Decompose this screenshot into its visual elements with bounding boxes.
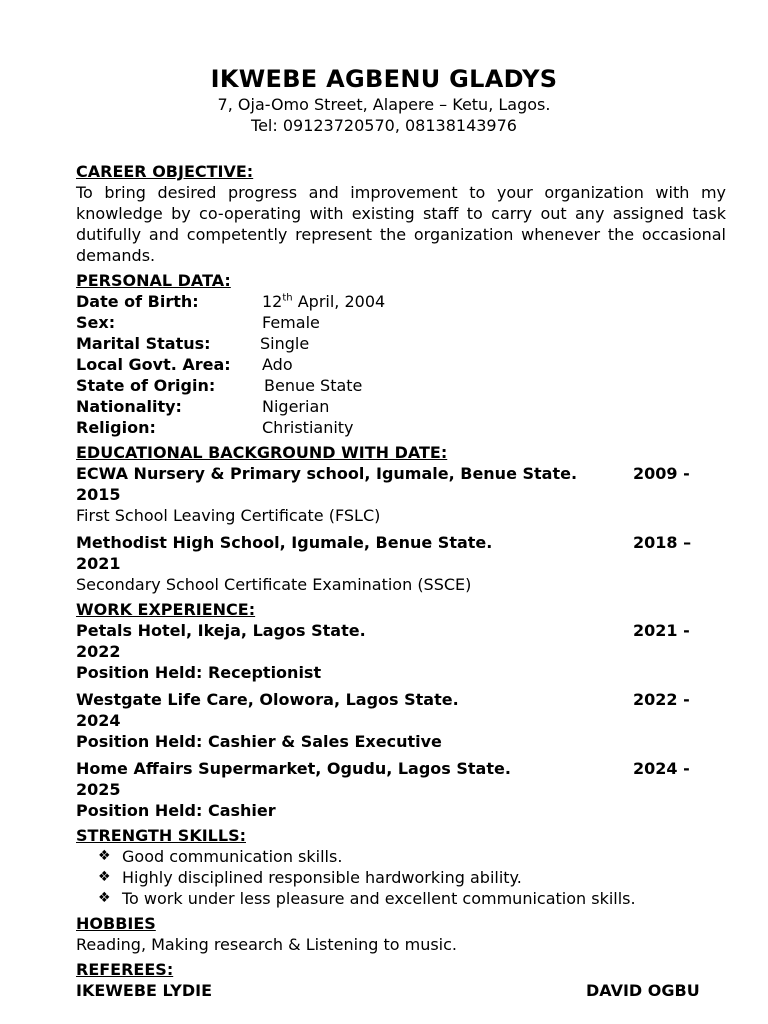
personal-row-dob [76, 291, 726, 312]
work-position: Position Held: Cashier [76, 801, 276, 820]
education-certificate: First School Leaving Certificate (FSLC) [76, 506, 381, 525]
dob-day: 12 [262, 292, 283, 311]
skills-list [76, 846, 726, 909]
diamond-bullet-icon: ❖ [98, 869, 111, 885]
education-school-line [76, 532, 726, 553]
work-place-line [76, 689, 726, 710]
personal-label: Local Govt. Area: [76, 355, 231, 374]
work-entry [76, 689, 726, 752]
work-entry [76, 620, 726, 683]
education-year-end: 2021 [76, 554, 121, 573]
education-year-start: 2009 - [633, 464, 690, 483]
personal-value: Single [260, 334, 310, 353]
applicant-name: IKWEBE AGBENU GLADYS [210, 65, 558, 93]
education-year-start: 2018 – [633, 533, 692, 552]
referee-left: IKEWEBE LYDIE [76, 981, 213, 1000]
list-item [98, 867, 726, 888]
work-place: Westgate Life Care, Olowora, Lagos State. [76, 690, 459, 709]
dob-suffix: th [282, 292, 293, 304]
applicant-phone: Tel: 09123720570, 08138143976 [251, 116, 517, 135]
work-place: Home Affairs Supermarket, Ogudu, Lagos State. [76, 759, 511, 778]
personal-row-marital-status [76, 333, 726, 354]
work-year-end: 2022 [76, 642, 121, 661]
work-year-end: 2025 [76, 780, 121, 799]
work-place-line [76, 620, 726, 641]
personal-label: Sex: [76, 313, 116, 332]
applicant-address: 7, Oja-Omo Street, Alapere – Ketu, Lagos. [217, 95, 551, 114]
career-objective-heading: CAREER OBJECTIVE: [76, 162, 254, 181]
personal-row-nationality [76, 396, 726, 417]
personal-label: State of Origin: [76, 376, 216, 395]
work-year-end: 2024 [76, 711, 121, 730]
personal-label: Marital Status: [76, 334, 211, 353]
work-experience-heading: WORK EXPERIENCE: [76, 600, 256, 619]
list-item [98, 846, 726, 867]
education-certificate: Secondary School Certificate Examination (SSCE) [76, 575, 472, 594]
work-year-start: 2024 - [633, 759, 690, 778]
diamond-bullet-icon: ❖ [98, 848, 111, 864]
personal-value: Ado [262, 355, 293, 374]
referees-row [76, 980, 726, 1001]
education-entry [76, 532, 726, 595]
work-place-line [76, 758, 726, 779]
skill-text: To work under less pleasure and excellent communication skills. [122, 889, 636, 908]
work-position: Position Held: Cashier & Sales Executive [76, 732, 442, 751]
career-objective-text: To bring desired progress and improvement to your organization with my knowledge by co-operating with existing staff to carry out any assigned task dutifully and competently represent the organization whenever the occasional demands. [76, 183, 726, 265]
personal-row-lga [76, 354, 726, 375]
skill-text: Good communication skills. [122, 847, 343, 866]
education-heading: EDUCATIONAL BACKGROUND WITH DATE: [76, 443, 448, 462]
work-position: Position Held: Receptionist [76, 663, 322, 682]
personal-data-heading: PERSONAL DATA: [76, 271, 231, 290]
personal-value: Nigerian [262, 397, 330, 416]
list-item [98, 888, 726, 909]
hobbies-text: Reading, Making research & Listening to music. [76, 935, 458, 954]
dob-label: Date of Birth: [76, 292, 199, 311]
work-entry [76, 758, 726, 821]
education-entry [76, 463, 726, 526]
strength-skills-heading: STRENGTH SKILLS: [76, 826, 246, 845]
referee-right: DAVID OGBU [586, 981, 700, 1000]
skill-text: Highly disciplined responsible hardworking ability. [122, 868, 522, 887]
personal-value: Female [262, 313, 320, 332]
education-school: Methodist High School, Igumale, Benue State. [76, 533, 493, 552]
personal-row-state-of-origin [76, 375, 726, 396]
education-school: ECWA Nursery & Primary school, Igumale, Benue State. [76, 464, 578, 483]
personal-row-sex [76, 312, 726, 333]
personal-label: Religion: [76, 418, 156, 437]
personal-value: Christianity [262, 418, 354, 437]
education-school-line [76, 463, 726, 484]
personal-row-religion [76, 417, 726, 438]
work-year-start: 2021 - [633, 621, 690, 640]
work-place: Petals Hotel, Ikeja, Lagos State. [76, 621, 366, 640]
diamond-bullet-icon: ❖ [98, 890, 111, 906]
referees-heading: REFEREES: [76, 960, 174, 979]
dob-value [262, 291, 385, 312]
resume-header [0, 0, 768, 136]
personal-value: Benue State [264, 376, 363, 395]
education-year-end: 2015 [76, 485, 121, 504]
work-year-start: 2022 - [633, 690, 690, 709]
dob-rest: April, 2004 [292, 292, 386, 311]
personal-label: Nationality: [76, 397, 182, 416]
resume-body [76, 161, 726, 1001]
hobbies-heading: HOBBIES [76, 914, 156, 933]
